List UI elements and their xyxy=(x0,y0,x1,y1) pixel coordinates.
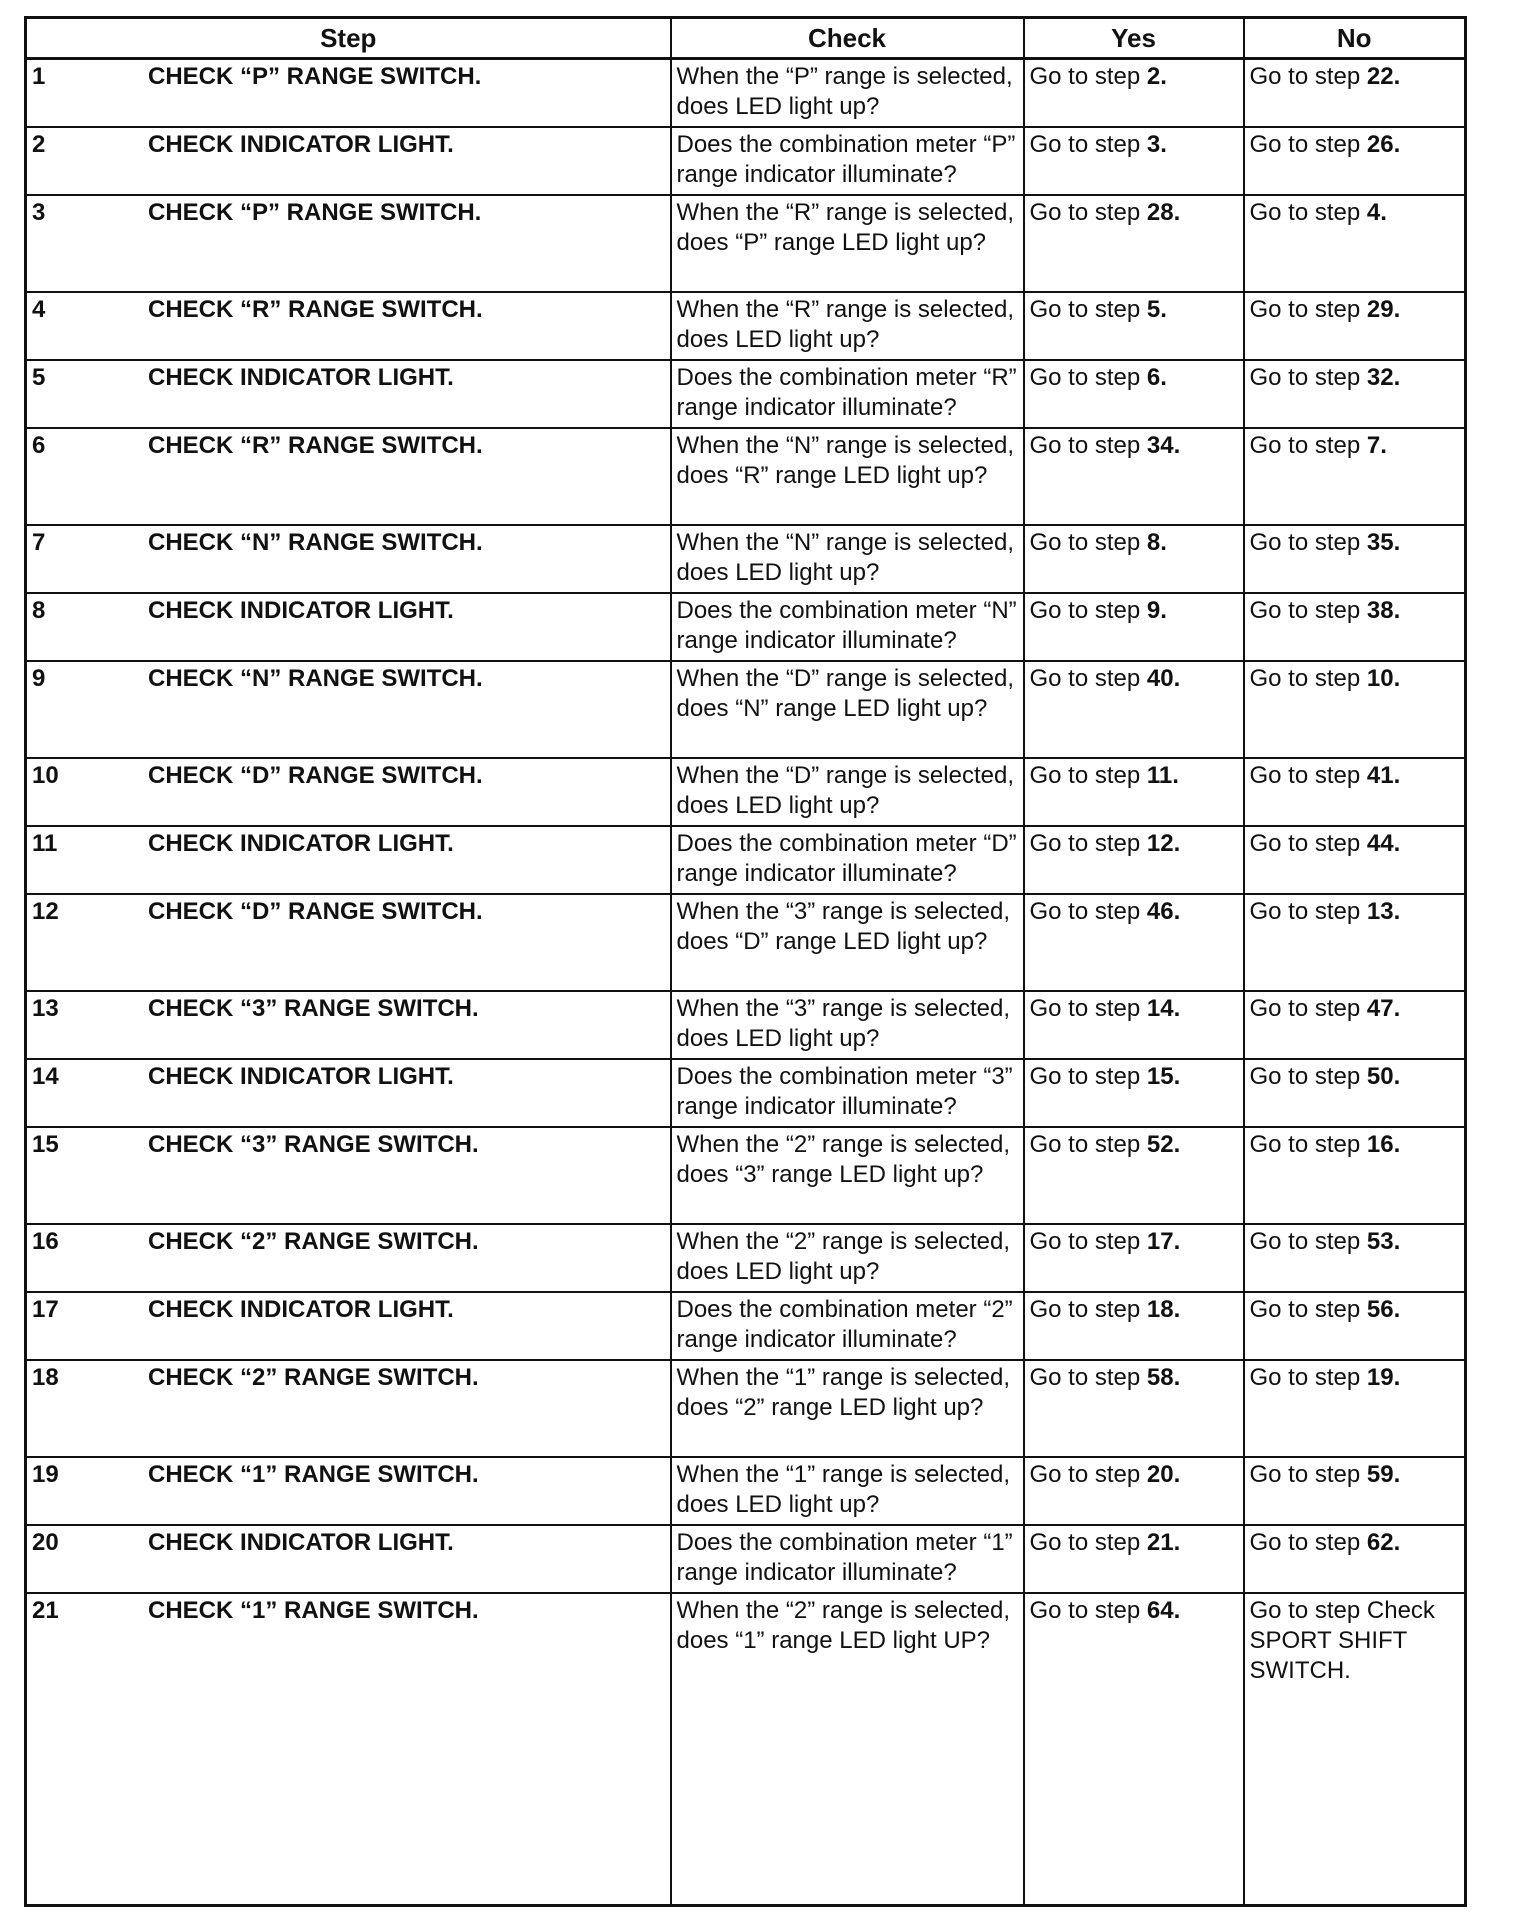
table-row xyxy=(26,1525,1466,1593)
no-step-ref: 22. xyxy=(1366,63,1401,90)
check-cell: When the “3” range is selected, does “D” range LED light up? xyxy=(671,894,1024,991)
step-number: 12 xyxy=(32,898,59,925)
no-cell xyxy=(1244,1525,1466,1593)
check-cell: Does the combination meter “1” range indicator illuminate? xyxy=(671,1525,1024,1593)
step-cell xyxy=(26,826,671,894)
no-cell xyxy=(1244,1127,1466,1224)
no-cell xyxy=(1244,59,1466,128)
check-cell: When the “1” range is selected, does “2” range LED light up? xyxy=(671,1360,1024,1457)
step-cell xyxy=(26,195,671,292)
table-row xyxy=(26,127,1466,195)
goto-prefix: Go to step xyxy=(1029,762,1147,789)
step-number: 10 xyxy=(32,762,59,789)
no-step-ref: 38. xyxy=(1366,597,1401,624)
step-cell xyxy=(26,593,671,661)
no-cell xyxy=(1244,1292,1466,1360)
header-step: Step xyxy=(26,18,671,59)
table-row xyxy=(26,1059,1466,1127)
yes-cell xyxy=(1024,127,1244,195)
step-number: 20 xyxy=(32,1529,59,1556)
goto-prefix: Go to step xyxy=(1029,665,1147,692)
table-row xyxy=(26,195,1466,292)
no-text: Go to step Check SPORT SHIFT SWITCH. xyxy=(1249,1597,1435,1684)
step-cell xyxy=(26,1360,671,1457)
step-title: CHECK “N” RANGE SWITCH. xyxy=(148,665,483,692)
header-check: Check xyxy=(671,18,1024,59)
table-row xyxy=(26,428,1466,525)
yes-cell xyxy=(1024,292,1244,360)
no-step-ref: 56. xyxy=(1366,1296,1401,1323)
step-number: 11 xyxy=(32,830,58,857)
step-cell xyxy=(26,428,671,525)
step-title: CHECK INDICATOR LIGHT. xyxy=(148,830,454,857)
step-number: 8 xyxy=(32,597,46,624)
yes-cell xyxy=(1024,826,1244,894)
goto-prefix: Go to step xyxy=(1249,529,1367,556)
table-row xyxy=(26,1593,1466,1905)
no-cell xyxy=(1244,360,1466,428)
yes-cell xyxy=(1024,1360,1244,1457)
step-title: CHECK “3” RANGE SWITCH. xyxy=(148,1131,479,1158)
table-row xyxy=(26,661,1466,758)
goto-prefix: Go to step xyxy=(1029,1131,1147,1158)
goto-prefix: Go to step xyxy=(1249,995,1367,1022)
step-number: 5 xyxy=(32,364,46,391)
step-cell xyxy=(26,1457,671,1525)
no-step-ref: 19. xyxy=(1366,1364,1401,1391)
goto-prefix: Go to step xyxy=(1029,597,1147,624)
yes-step-ref: 58. xyxy=(1146,1364,1181,1391)
goto-prefix: Go to step xyxy=(1249,131,1367,158)
no-step-ref: 10. xyxy=(1366,665,1401,692)
goto-prefix: Go to step xyxy=(1029,364,1147,391)
step-number: 17 xyxy=(32,1296,59,1323)
no-cell xyxy=(1244,758,1466,826)
goto-prefix: Go to step xyxy=(1249,898,1367,925)
check-cell: When the “1” range is selected, does LED light up? xyxy=(671,1457,1024,1525)
goto-prefix: Go to step xyxy=(1249,199,1367,226)
goto-prefix: Go to step xyxy=(1249,1529,1367,1556)
yes-step-ref: 2. xyxy=(1146,63,1167,90)
diagnostic-step-table xyxy=(24,16,1467,1907)
step-cell xyxy=(26,292,671,360)
no-step-ref: 47. xyxy=(1366,995,1401,1022)
table-row xyxy=(26,360,1466,428)
check-cell: When the “D” range is selected, does LED light up? xyxy=(671,758,1024,826)
step-title: CHECK “R” RANGE SWITCH. xyxy=(148,432,483,459)
no-cell xyxy=(1244,1360,1466,1457)
table-row xyxy=(26,1360,1466,1457)
no-step-ref: 50. xyxy=(1366,1063,1401,1090)
yes-step-ref: 9. xyxy=(1146,597,1167,624)
yes-cell xyxy=(1024,593,1244,661)
step-title: CHECK “P” RANGE SWITCH. xyxy=(148,199,482,226)
no-cell xyxy=(1244,991,1466,1059)
no-step-ref: 16. xyxy=(1366,1131,1401,1158)
step-title: CHECK “D” RANGE SWITCH. xyxy=(148,898,483,925)
yes-cell xyxy=(1024,894,1244,991)
goto-prefix: Go to step xyxy=(1029,1228,1147,1255)
goto-prefix: Go to step xyxy=(1029,1529,1147,1556)
step-number: 4 xyxy=(32,296,46,323)
step-title: CHECK “3” RANGE SWITCH. xyxy=(148,995,479,1022)
yes-step-ref: 6. xyxy=(1146,364,1167,391)
goto-prefix: Go to step xyxy=(1249,296,1367,323)
goto-prefix: Go to step xyxy=(1249,1364,1367,1391)
no-cell xyxy=(1244,195,1466,292)
yes-step-ref: 46. xyxy=(1146,898,1181,925)
step-number: 1 xyxy=(32,63,46,90)
no-cell xyxy=(1244,894,1466,991)
goto-prefix: Go to step xyxy=(1029,529,1147,556)
no-cell xyxy=(1244,1059,1466,1127)
table-row xyxy=(26,525,1466,593)
goto-prefix: Go to step xyxy=(1249,762,1367,789)
goto-prefix: Go to step xyxy=(1249,1461,1367,1488)
yes-step-ref: 28. xyxy=(1146,199,1181,226)
no-step-ref: 7. xyxy=(1366,432,1387,459)
header-yes: Yes xyxy=(1024,18,1244,59)
yes-cell xyxy=(1024,428,1244,525)
no-cell xyxy=(1244,826,1466,894)
check-cell: When the “R” range is selected, does “P” range LED light up? xyxy=(671,195,1024,292)
check-cell: When the “3” range is selected, does LED light up? xyxy=(671,991,1024,1059)
step-title: CHECK “2” RANGE SWITCH. xyxy=(148,1228,479,1255)
check-cell: When the “N” range is selected, does LED light up? xyxy=(671,525,1024,593)
no-step-ref: 59. xyxy=(1366,1461,1401,1488)
step-title: CHECK INDICATOR LIGHT. xyxy=(148,131,454,158)
goto-prefix: Go to step xyxy=(1249,432,1367,459)
no-cell xyxy=(1244,1457,1466,1525)
check-cell: Does the combination meter “2” range indicator illuminate? xyxy=(671,1292,1024,1360)
yes-cell xyxy=(1024,1127,1244,1224)
header-no: No xyxy=(1244,18,1466,59)
no-step-ref: 26. xyxy=(1366,131,1401,158)
yes-cell xyxy=(1024,195,1244,292)
step-number: 9 xyxy=(32,665,46,692)
step-number: 7 xyxy=(32,529,46,556)
check-cell: Does the combination meter “R” range indicator illuminate? xyxy=(671,360,1024,428)
goto-prefix: Go to step xyxy=(1029,131,1147,158)
step-number: 13 xyxy=(32,995,59,1022)
step-number: 21 xyxy=(32,1597,59,1624)
step-cell xyxy=(26,360,671,428)
no-step-ref: 62. xyxy=(1366,1529,1401,1556)
goto-prefix: Go to step xyxy=(1029,432,1147,459)
check-cell: When the “P” range is selected, does LED light up? xyxy=(671,59,1024,128)
yes-step-ref: 11. xyxy=(1146,762,1179,789)
no-step-ref: 32. xyxy=(1366,364,1401,391)
step-title: CHECK INDICATOR LIGHT. xyxy=(148,364,454,391)
step-cell xyxy=(26,661,671,758)
no-step-ref: 35. xyxy=(1366,529,1401,556)
step-cell xyxy=(26,127,671,195)
table-row xyxy=(26,826,1466,894)
step-title: CHECK “D” RANGE SWITCH. xyxy=(148,762,483,789)
no-step-ref: 53. xyxy=(1366,1228,1401,1255)
step-cell xyxy=(26,1059,671,1127)
yes-step-ref: 12. xyxy=(1146,830,1181,857)
check-cell: When the “2” range is selected, does LED light up? xyxy=(671,1224,1024,1292)
step-title: CHECK “R” RANGE SWITCH. xyxy=(148,296,483,323)
step-cell xyxy=(26,758,671,826)
yes-step-ref: 21. xyxy=(1146,1529,1181,1556)
table-row xyxy=(26,991,1466,1059)
yes-cell xyxy=(1024,1593,1244,1905)
yes-cell xyxy=(1024,59,1244,128)
yes-step-ref: 15. xyxy=(1146,1063,1181,1090)
yes-cell xyxy=(1024,1525,1244,1593)
step-cell xyxy=(26,1292,671,1360)
step-number: 3 xyxy=(32,199,46,226)
check-cell: When the “N” range is selected, does “R” range LED light up? xyxy=(671,428,1024,525)
goto-prefix: Go to step xyxy=(1249,1063,1367,1090)
step-cell xyxy=(26,1593,671,1905)
step-title: CHECK INDICATOR LIGHT. xyxy=(148,597,454,624)
goto-prefix: Go to step xyxy=(1249,1131,1367,1158)
yes-step-ref: 3. xyxy=(1146,131,1167,158)
goto-prefix: Go to step xyxy=(1249,63,1367,90)
yes-cell xyxy=(1024,991,1244,1059)
step-cell xyxy=(26,894,671,991)
check-cell: Does the combination meter “P” range indicator illuminate? xyxy=(671,127,1024,195)
goto-prefix: Go to step xyxy=(1029,830,1147,857)
yes-cell xyxy=(1024,360,1244,428)
table-row xyxy=(26,758,1466,826)
step-title: CHECK INDICATOR LIGHT. xyxy=(148,1063,454,1090)
yes-step-ref: 17. xyxy=(1146,1228,1181,1255)
yes-cell xyxy=(1024,1292,1244,1360)
table-row xyxy=(26,1127,1466,1224)
yes-step-ref: 5. xyxy=(1146,296,1167,323)
yes-step-ref: 8. xyxy=(1146,529,1167,556)
step-cell xyxy=(26,1224,671,1292)
step-number: 2 xyxy=(32,131,46,158)
check-cell: When the “2” range is selected, does “1” range LED light UP? xyxy=(671,1593,1024,1905)
step-title: CHECK INDICATOR LIGHT. xyxy=(148,1529,454,1556)
header-row xyxy=(26,18,1466,59)
check-cell: When the “R” range is selected, does LED light up? xyxy=(671,292,1024,360)
goto-prefix: Go to step xyxy=(1249,364,1367,391)
table-row xyxy=(26,292,1466,360)
table-row xyxy=(26,1457,1466,1525)
step-title: CHECK INDICATOR LIGHT. xyxy=(148,1296,454,1323)
yes-step-ref: 14. xyxy=(1146,995,1181,1022)
no-step-ref: 13. xyxy=(1366,898,1401,925)
goto-prefix: Go to step xyxy=(1249,665,1367,692)
check-cell: Does the combination meter “3” range indicator illuminate? xyxy=(671,1059,1024,1127)
check-cell: Does the combination meter “N” range indicator illuminate? xyxy=(671,593,1024,661)
table-row xyxy=(26,894,1466,991)
yes-step-ref: 34. xyxy=(1146,432,1181,459)
table-row xyxy=(26,59,1466,128)
goto-prefix: Go to step xyxy=(1029,1364,1147,1391)
no-cell xyxy=(1244,1224,1466,1292)
goto-prefix: Go to step xyxy=(1029,898,1147,925)
goto-prefix: Go to step xyxy=(1029,296,1147,323)
goto-prefix: Go to step xyxy=(1029,63,1147,90)
goto-prefix: Go to step xyxy=(1029,199,1147,226)
goto-prefix: Go to step xyxy=(1249,597,1367,624)
no-cell xyxy=(1244,661,1466,758)
goto-prefix: Go to step xyxy=(1249,1228,1367,1255)
no-cell xyxy=(1244,525,1466,593)
yes-cell xyxy=(1024,1059,1244,1127)
step-title: CHECK “2” RANGE SWITCH. xyxy=(148,1364,479,1391)
no-step-ref: 41. xyxy=(1366,762,1401,789)
step-cell xyxy=(26,525,671,593)
yes-cell xyxy=(1024,661,1244,758)
check-cell: Does the combination meter “D” range indicator illuminate? xyxy=(671,826,1024,894)
no-cell xyxy=(1244,1593,1466,1905)
step-number: 15 xyxy=(32,1131,59,1158)
yes-step-ref: 18. xyxy=(1146,1296,1181,1323)
step-title: CHECK “1” RANGE SWITCH. xyxy=(148,1461,479,1488)
yes-step-ref: 20. xyxy=(1146,1461,1181,1488)
step-number: 18 xyxy=(32,1364,59,1391)
step-number: 14 xyxy=(32,1063,59,1090)
table-row xyxy=(26,1292,1466,1360)
step-cell xyxy=(26,59,671,128)
check-cell: When the “2” range is selected, does “3” range LED light up? xyxy=(671,1127,1024,1224)
yes-cell xyxy=(1024,1224,1244,1292)
no-step-ref: 4. xyxy=(1366,199,1387,226)
yes-cell xyxy=(1024,525,1244,593)
table-row xyxy=(26,1224,1466,1292)
goto-prefix: Go to step xyxy=(1029,1063,1147,1090)
goto-prefix: Go to step xyxy=(1029,995,1147,1022)
goto-prefix: Go to step xyxy=(1029,1296,1147,1323)
goto-prefix: Go to step xyxy=(1249,830,1367,857)
goto-prefix: Go to step xyxy=(1029,1461,1147,1488)
step-cell xyxy=(26,991,671,1059)
check-cell: When the “D” range is selected, does “N” range LED light up? xyxy=(671,661,1024,758)
step-cell xyxy=(26,1127,671,1224)
step-number: 19 xyxy=(32,1461,59,1488)
step-title: CHECK “N” RANGE SWITCH. xyxy=(148,529,483,556)
no-step-ref: 44. xyxy=(1366,830,1401,857)
table-row xyxy=(26,593,1466,661)
goto-prefix: Go to step xyxy=(1029,1597,1147,1624)
step-cell xyxy=(26,1525,671,1593)
no-step-ref: 29. xyxy=(1366,296,1401,323)
no-cell xyxy=(1244,127,1466,195)
yes-cell xyxy=(1024,758,1244,826)
no-cell xyxy=(1244,292,1466,360)
yes-cell xyxy=(1024,1457,1244,1525)
no-cell xyxy=(1244,428,1466,525)
no-cell xyxy=(1244,593,1466,661)
goto-prefix: Go to step xyxy=(1249,1296,1367,1323)
step-number: 16 xyxy=(32,1228,59,1255)
step-title: CHECK “P” RANGE SWITCH. xyxy=(148,63,482,90)
yes-step-ref: 64. xyxy=(1146,1597,1181,1624)
table-body xyxy=(26,59,1466,1906)
yes-step-ref: 52. xyxy=(1146,1131,1181,1158)
yes-step-ref: 40. xyxy=(1146,665,1181,692)
step-number: 6 xyxy=(32,432,46,459)
step-title: CHECK “1” RANGE SWITCH. xyxy=(148,1597,479,1624)
